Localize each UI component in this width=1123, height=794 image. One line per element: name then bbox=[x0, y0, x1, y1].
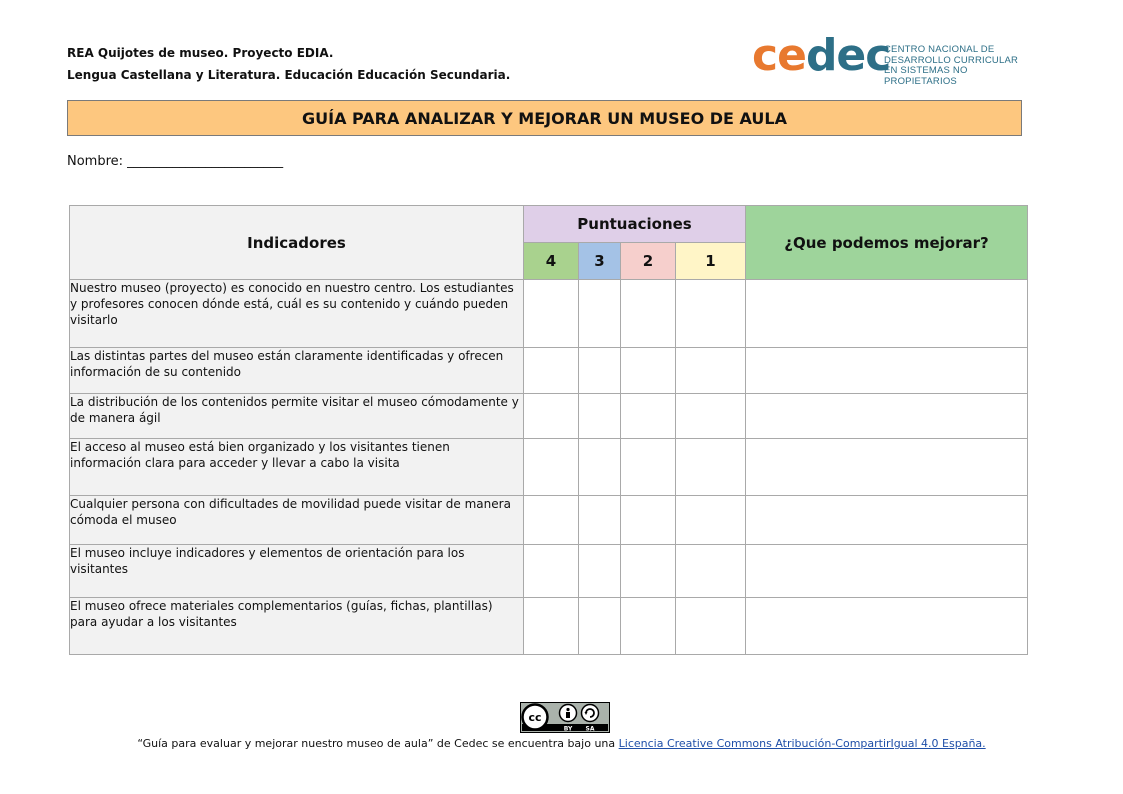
score-cell[interactable] bbox=[676, 439, 746, 496]
license-link[interactable]: Licencia Creative Commons Atribución-CompartirIgual 4.0 España. bbox=[618, 737, 986, 750]
score-cell[interactable] bbox=[676, 280, 746, 348]
score-cell[interactable] bbox=[579, 496, 621, 545]
table-row bbox=[70, 394, 1028, 439]
logo-word-part2: dec bbox=[805, 30, 891, 81]
score-cell[interactable] bbox=[524, 496, 579, 545]
header-indicators: Indicadores bbox=[70, 206, 524, 280]
score-cell[interactable] bbox=[524, 439, 579, 496]
header-line-2: Lengua Castellana y Literatura. Educación Educación Secundaria. bbox=[67, 68, 511, 82]
improve-cell[interactable] bbox=[746, 394, 1028, 439]
indicator-text: Nuestro museo (proyecto) es conocido en nuestro centro. Los estudiantes y profesores conocen dónde está, cuál es su contenido y cuándo pueden visitarlo bbox=[70, 280, 524, 348]
indicator-text: Las distintas partes del museo están claramente identificadas y ofrecen información de su contenido bbox=[70, 348, 524, 394]
logo-subtitle-line2: DESARROLLO CURRICULAR bbox=[884, 54, 1019, 66]
document-title: GUÍA PARA ANALIZAR Y MEJORAR UN MUSEO DE AULA bbox=[67, 100, 1022, 136]
improve-cell[interactable] bbox=[746, 496, 1028, 545]
score-cell[interactable] bbox=[579, 545, 621, 598]
score-cell[interactable] bbox=[621, 439, 676, 496]
license-notice bbox=[0, 737, 1123, 750]
evaluation-table bbox=[69, 205, 1028, 655]
score-header-3: 3 bbox=[579, 243, 621, 280]
score-cell[interactable] bbox=[621, 496, 676, 545]
header-improve: ¿Que podemos mejorar? bbox=[746, 206, 1028, 280]
logo-word-part1: ce bbox=[752, 30, 806, 81]
indicator-text: Cualquier persona con dificultades de movilidad puede visitar de manera cómoda el museo bbox=[70, 496, 524, 545]
score-header-1: 1 bbox=[676, 243, 746, 280]
svg-text:cc: cc bbox=[528, 711, 542, 724]
table-row bbox=[70, 439, 1028, 496]
indicator-text: El acceso al museo está bien organizado y los visitantes tienen información clara para acceder y llevar a cabo la visita bbox=[70, 439, 524, 496]
score-cell[interactable] bbox=[579, 348, 621, 394]
score-cell[interactable] bbox=[579, 439, 621, 496]
improve-cell[interactable] bbox=[746, 280, 1028, 348]
header-line-1: REA Quijotes de museo. Proyecto EDIA. bbox=[67, 46, 334, 60]
score-cell[interactable] bbox=[621, 348, 676, 394]
license-text: “Guía para evaluar y mejorar nuestro museo de aula” de Cedec se encuentra bajo una bbox=[137, 737, 619, 750]
indicator-text: El museo incluye indicadores y elementos de orientación para los visitantes bbox=[70, 545, 524, 598]
logo-subtitle-line3: EN SISTEMAS NO PROPIETARIOS bbox=[884, 65, 968, 87]
indicator-text: La distribución de los contenidos permite visitar el museo cómodamente y de manera ágil bbox=[70, 394, 524, 439]
name-field[interactable]: Nombre: ________________________ bbox=[67, 154, 284, 169]
cc-badge-by: BY bbox=[563, 725, 573, 733]
indicator-text: El museo ofrece materiales complementarios (guías, fichas, plantillas) para ayudar a los visitantes bbox=[70, 598, 524, 655]
score-header-4: 4 bbox=[524, 243, 579, 280]
score-cell[interactable] bbox=[621, 598, 676, 655]
improve-cell[interactable] bbox=[746, 348, 1028, 394]
table-row bbox=[70, 496, 1028, 545]
table-row bbox=[70, 348, 1028, 394]
header-scores: Puntuaciones bbox=[524, 206, 746, 243]
table-row bbox=[70, 545, 1028, 598]
score-cell[interactable] bbox=[676, 394, 746, 439]
improve-cell[interactable] bbox=[746, 439, 1028, 496]
table-row bbox=[70, 280, 1028, 348]
score-cell[interactable] bbox=[676, 598, 746, 655]
logo-subtitle-line1: CENTRO NACIONAL DE bbox=[884, 44, 995, 55]
score-cell[interactable] bbox=[676, 348, 746, 394]
cedec-logo bbox=[752, 30, 1042, 87]
score-cell[interactable] bbox=[579, 280, 621, 348]
score-cell[interactable] bbox=[579, 598, 621, 655]
cc-by-sa-icon bbox=[520, 702, 610, 733]
improve-cell[interactable] bbox=[746, 598, 1028, 655]
score-cell[interactable] bbox=[676, 496, 746, 545]
score-cell[interactable] bbox=[621, 394, 676, 439]
score-cell[interactable] bbox=[524, 545, 579, 598]
table-row bbox=[70, 598, 1028, 655]
score-cell[interactable] bbox=[524, 394, 579, 439]
cc-badge-sa: SA bbox=[585, 725, 595, 733]
score-cell[interactable] bbox=[579, 394, 621, 439]
score-cell[interactable] bbox=[524, 348, 579, 394]
improve-cell[interactable] bbox=[746, 545, 1028, 598]
score-cell[interactable] bbox=[524, 598, 579, 655]
score-cell[interactable] bbox=[621, 280, 676, 348]
cedec-logo-subtitle bbox=[884, 45, 1042, 87]
score-cell[interactable] bbox=[621, 545, 676, 598]
cedec-logo-word bbox=[752, 30, 890, 82]
score-cell[interactable] bbox=[676, 545, 746, 598]
score-header-2: 2 bbox=[621, 243, 676, 280]
score-cell[interactable] bbox=[524, 280, 579, 348]
